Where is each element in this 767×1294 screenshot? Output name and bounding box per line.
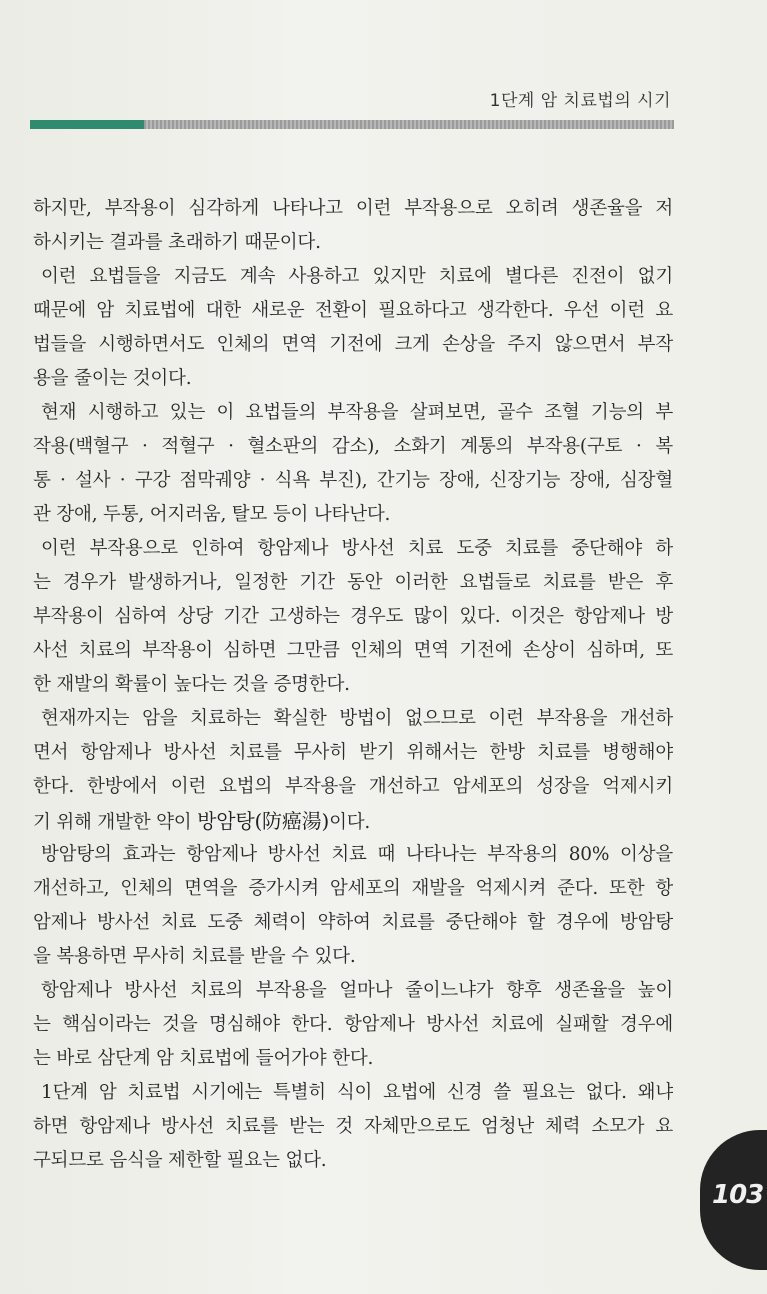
- text-line: 하면 항암제나 방사선 치료를 받는 것 자체만으로도 엄청난 체력 소모가 요: [33, 1116, 673, 1137]
- text-line: 용을 줄이는 것이다.: [33, 368, 192, 389]
- text-line: 하지만, 부작용이 심각하게 나타나고 이런 부작용으로 오히려 생존율을 저: [33, 198, 673, 219]
- body-text: [33, 192, 673, 1178]
- header-rule-accent: [30, 120, 144, 129]
- text-line: 현재 시행하고 있는 이 요법들의 부작용을 살펴보면, 골수 조혈 기능의 부: [41, 402, 673, 423]
- text-line: 개선하고, 인체의 면역을 증가시켜 암세포의 재발을 억제시켜 준다. 또한 항: [33, 878, 673, 899]
- text-fragment: 이다.: [329, 812, 371, 833]
- text-line: 이런 부작용으로 인하여 항암제나 방사선 치료 도중 치료를 중단해야 하: [41, 538, 673, 559]
- text-line: 는 바로 삼단계 암 치료법에 들어가야 한다.: [33, 1048, 374, 1069]
- text-line: 하시키는 결과를 초래하기 때문이다.: [33, 232, 321, 253]
- text-line: 관 장애, 두통, 어지러움, 탈모 등이 나타난다.: [33, 504, 391, 525]
- running-head: 1단계 암 치료법의 시기: [489, 91, 671, 111]
- header-rule: [144, 120, 674, 129]
- text-line: 항암제나 방사선 치료의 부작용을 얼마나 줄이느냐가 향후 생존율을 높이: [41, 980, 673, 1001]
- text-line: 암제나 방사선 치료 도중 체력이 약하여 치료를 중단해야 할 경우에 방암탕: [33, 912, 673, 933]
- text-line: 사선 치료의 부작용이 심하면 그만큼 인체의 면역 기전에 손상이 심하며, 또: [33, 640, 673, 661]
- text-line: 이런 요법들을 지금도 계속 사용하고 있지만 치료에 별다른 진전이 없기: [41, 266, 673, 287]
- text-line: 부작용이 심하여 상당 기간 고생하는 경우도 많이 있다. 이것은 항암제나 방: [33, 606, 673, 627]
- text-line: 는 핵심이라는 것을 명심해야 한다. 항암제나 방사선 치료에 실패할 경우에: [33, 1014, 673, 1035]
- text-line: 면서 항암제나 방사선 치료를 무사히 받기 위해서는 한방 치료를 병행해야: [33, 742, 673, 763]
- text-line: 는 경우가 발생하거나, 일정한 기간 동안 이러한 요법들로 치료를 받은 후: [33, 572, 673, 593]
- text-line: 한다. 한방에서 이런 요법의 부작용을 개선하고 암세포의 성장을 억제시키: [33, 776, 673, 797]
- text-line: [33, 804, 673, 838]
- text-line: 을 복용하면 무사히 치료를 받을 수 있다.: [33, 946, 356, 967]
- text-line: 작용(백혈구 · 적혈구 · 혈소판의 감소), 소화기 계통의 부작용(구토 · 복: [33, 436, 673, 457]
- text-line: 1단계 암 치료법 시기에는 특별히 식이 요법에 신경 쓸 필요는 없다. 왜냐: [41, 1082, 673, 1103]
- text-line: 통 · 설사 · 구강 점막궤양 · 식욕 부진), 간기능 장애, 신장기능 장애, 심장혈: [33, 470, 673, 491]
- page-number: 103: [712, 1180, 764, 1210]
- text-line: 때문에 암 치료법에 대한 새로운 전환이 필요하다고 생각한다. 우선 이런 요: [33, 300, 673, 321]
- text-line: 구되므로 음식을 제한할 필요는 없다.: [33, 1150, 327, 1171]
- text-line: 현재까지는 암을 치료하는 확실한 방법이 없으므로 이런 부작용을 개선하: [41, 708, 673, 729]
- remedy-name: 방암탕(防癌湯): [197, 809, 330, 833]
- text-line: 방암탕의 효과는 항암제나 방사선 치료 때 나타나는 부작용의 80% 이상을: [41, 844, 673, 865]
- text-line: 법들을 시행하면서도 인체의 면역 기전에 크게 손상을 주지 않으면서 부작: [33, 334, 673, 355]
- text-line: 한 재발의 확률이 높다는 것을 증명한다.: [33, 674, 350, 695]
- text-fragment: 기 위해 개발한 약이: [33, 812, 198, 833]
